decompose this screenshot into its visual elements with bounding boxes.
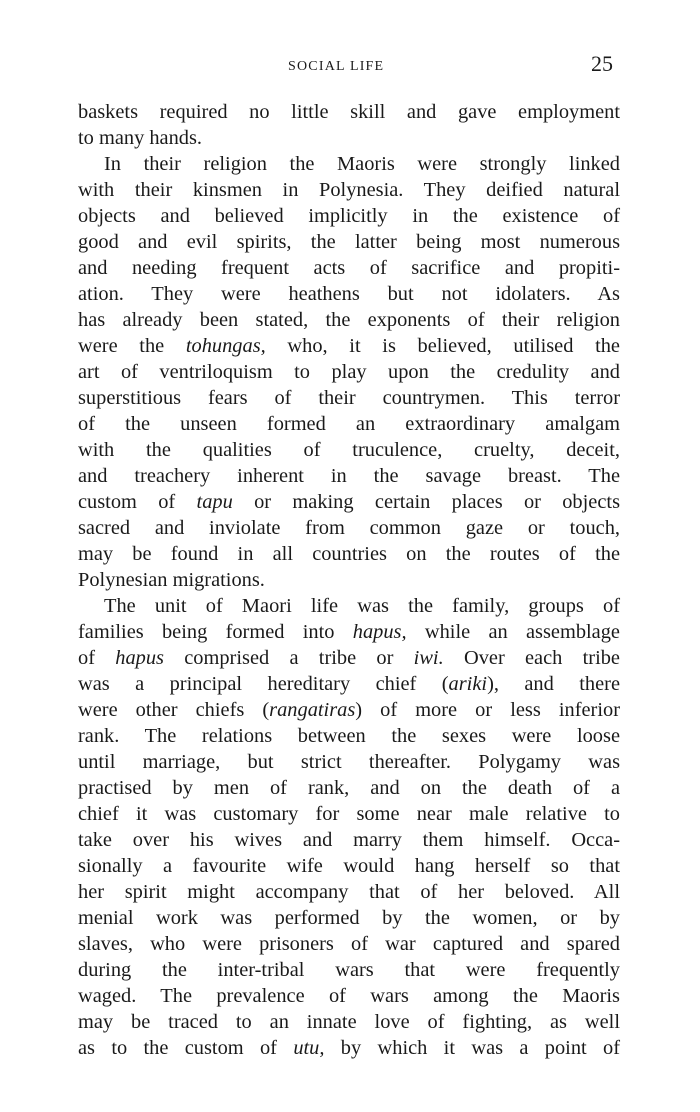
text-line: take over his wives and marry them himself. Occa- [78, 829, 620, 851]
text-line: of the unseen formed an extraordinary amalgam [78, 413, 620, 435]
text-line: slaves, who were prisoners of war captured and spared [78, 933, 620, 955]
text-line: were other chiefs (rangatiras) of more or less inferior [78, 699, 620, 721]
text-line: her spirit might accompany that of her beloved. All [78, 881, 620, 903]
text-line: custom of tapu or making certain places or objects [78, 491, 620, 513]
text-line: of hapus comprised a tribe or iwi. Over each tribe [78, 647, 620, 669]
text-line: art of ventriloquism to play upon the credulity and [78, 361, 620, 383]
running-head [0, 50, 700, 80]
text-line: sacred and inviolate from common gaze or touch, [78, 517, 620, 539]
page-number: 25 [591, 51, 613, 76]
text-line: may be found in all countries on the routes of the [78, 543, 620, 565]
text-line: menial work was performed by the women, or by [78, 907, 620, 929]
running-title: SOCIAL LIFE [288, 59, 385, 74]
text-line: objects and believed implicitly in the existence of [78, 205, 620, 227]
text-line: may be traced to an innate love of fighting, as well [78, 1011, 620, 1033]
text-line: chief it was customary for some near male relative to [78, 803, 620, 825]
text-line: rank. The relations between the sexes were loose [78, 725, 620, 747]
text-line: In their religion the Maoris were strongly linked [104, 153, 620, 175]
text-line: The unit of Maori life was the family, groups of [104, 595, 620, 617]
text-line: ation. They were heathens but not idolaters. As [78, 283, 620, 305]
text-line: as to the custom of utu, by which it was a point of [78, 1037, 620, 1059]
text-line: Polynesian migrations. [78, 569, 265, 591]
text-line: has already been stated, the exponents of their religion [78, 309, 620, 331]
text-line: were the tohungas, who, it is believed, utilised the [78, 335, 620, 357]
text-line: to many hands. [78, 127, 203, 149]
text-line: families being formed into hapus, while an assemblage [78, 621, 620, 643]
text-line: with their kinsmen in Polynesia. They deified natural [78, 179, 620, 201]
text-line: was a principal hereditary chief (ariki), and there [78, 673, 620, 695]
text-line: practised by men of rank, and on the death of a [78, 777, 620, 799]
text-line: superstitious fears of their countrymen. This terror [78, 387, 620, 409]
text-line: until marriage, but strict thereafter. Polygamy was [78, 751, 620, 773]
text-line: and needing frequent acts of sacrifice and propiti- [78, 257, 620, 279]
text-line: and treachery inherent in the savage breast. The [78, 465, 620, 487]
text-line: baskets required no little skill and gave employment [78, 101, 620, 123]
text-line: sionally a favourite wife would hang herself so that [78, 855, 620, 877]
text-line: waged. The prevalence of wars among the Maoris [78, 985, 620, 1007]
text-line: good and evil spirits, the latter being most numerous [78, 231, 620, 253]
text-line: with the qualities of truculence, cruelty, deceit, [78, 439, 620, 461]
text-line: during the inter-tribal wars that were frequently [78, 959, 620, 981]
